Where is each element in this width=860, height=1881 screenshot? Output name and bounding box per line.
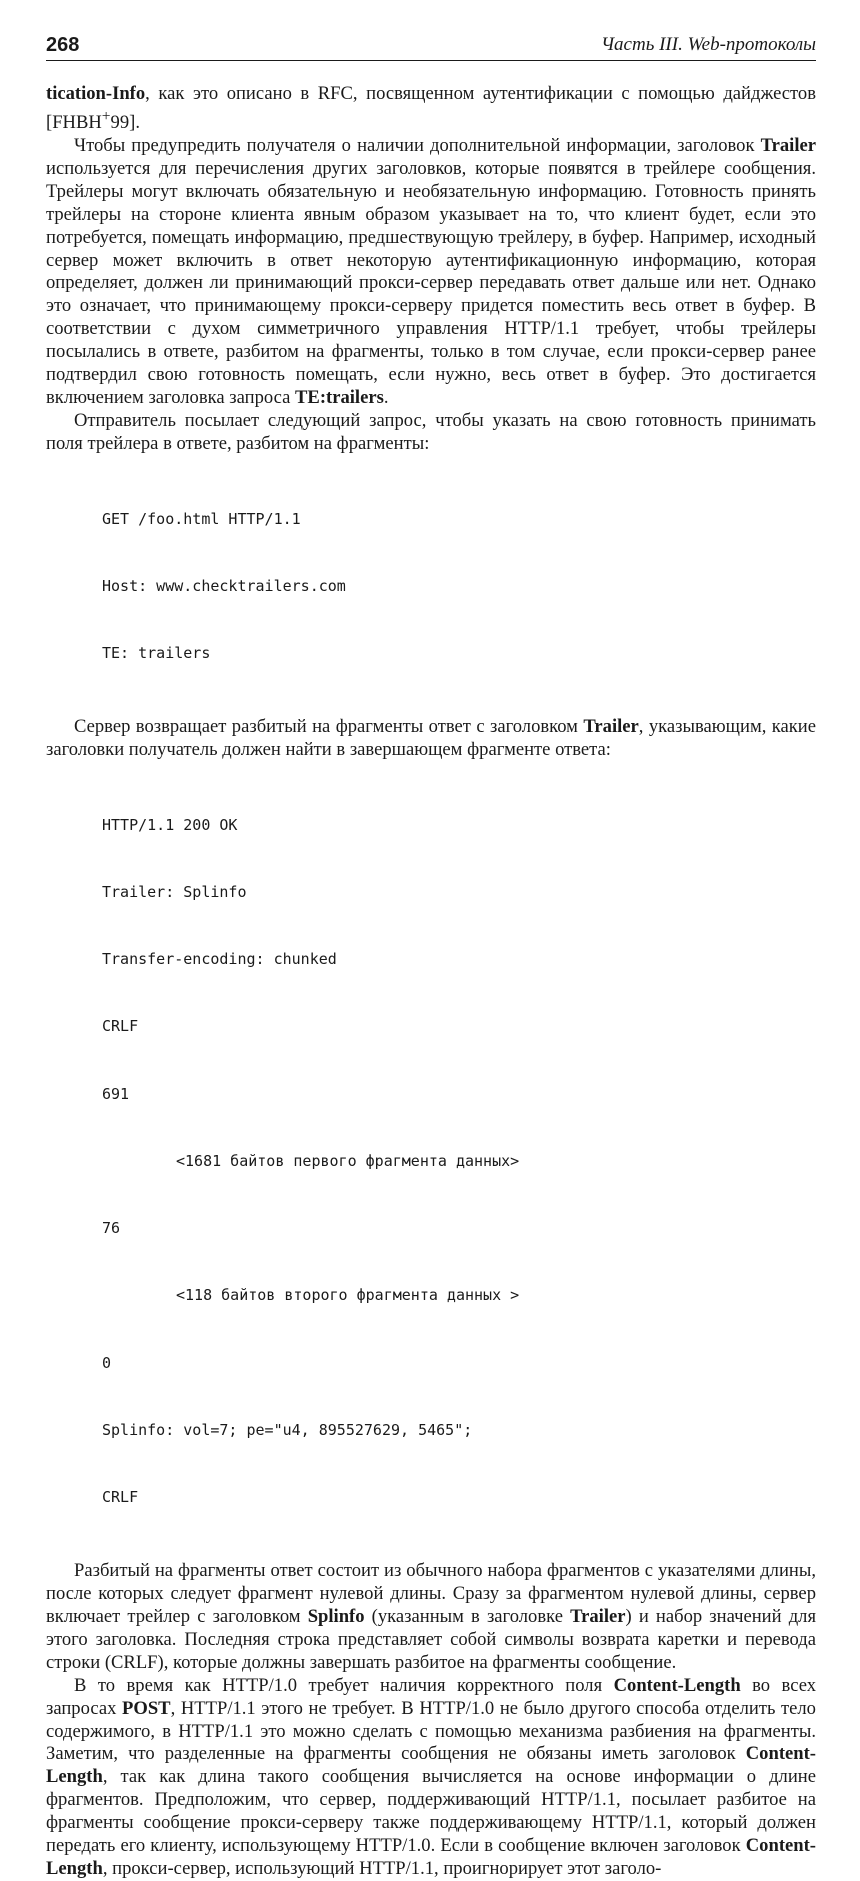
- running-title: Часть III. Web-протоколы: [600, 34, 816, 55]
- paragraph-text: (указанным в заголовке: [364, 1606, 571, 1627]
- paragraph-response-intro: [46, 716, 816, 762]
- page-number: 268: [46, 34, 80, 56]
- book-page: [46, 30, 816, 1881]
- paragraph-text: , указывающим, какие заголовки получатель должен найти в завершающем фрагменте ответа:: [46, 716, 817, 761]
- paragraph-text: ) и набор значений для этого заголовка. Последняя строка представляет собой символы возврата каретки и перевода строки (CRLF), которые должны завершать разбитое на фрагменты сообщение.: [46, 1606, 816, 1673]
- paragraph-text: Разбитый на фрагменты ответ состоит из обычного набора фрагментов с указателями длины, после которых следует фрагмент нулевой длины. Сразу за фрагментом нулевой длины, сервер включает трейлер с заголовком: [46, 1560, 816, 1627]
- paragraph-text: Отправитель посылает следующий запрос, чтобы указать на свою готовность принимать поля трейлера в ответе, разбитом на фрагменты:: [46, 409, 816, 454]
- paragraph-content-length: [46, 1675, 816, 1881]
- paragraph-text: Чтобы предупредить получателя о наличии дополнительной информации, заголовок: [74, 135, 761, 156]
- page-body: [46, 83, 816, 1881]
- code-line: TE: trailers: [102, 643, 211, 662]
- code-line: 0: [102, 1353, 112, 1372]
- paragraph-chunked-explanation: [46, 1560, 816, 1675]
- paragraph-request-intro: [46, 410, 816, 456]
- code-line: 691: [102, 1084, 130, 1103]
- bold-term: TE:trailers: [295, 386, 384, 408]
- paragraph-text: используется для перечисления других заголовков, которые появятся в трейлере сообщения. Трейлеры могут включать обязательную и необязательную информацию. Готовность принять трейлеры на стороне клиента явным образом указывает на то, что клиент будет, если это потребуется, помещать информацию, предшествующую трейлеру, в буфер. Например, исходный сервер может включить в ответ некоторую аутентификационную информацию, которая определяет, должен ли принимающий прокси-сервер передавать ответ дальше или нет. Однако это означает, что принимающему прокси-серверу придется поместить весь ответ в буфер. В соответствии с духом симметричного управления HTTP/1.1 требует, чтобы трейлеры посылались в ответе, разбитом на фрагменты, только в том случае, если прокси-сервер ранее подтвердил свою готовность помещать, если нужно, весь ответ в буфер. Это достигается включением заголовка запроса: [46, 157, 816, 408]
- paragraph-text: , прокси-сервер, использующий HTTP/1.1, проигнорирует этот заголо-: [102, 1857, 662, 1879]
- code-line: CRLF: [102, 1487, 139, 1506]
- paragraph-text: В то время как HTTP/1.0 требует наличия корректного поля: [74, 1674, 614, 1696]
- code-line: Transfer-encoding: chunked: [102, 950, 337, 969]
- paragraph-text: , так как длина такого сообщения вычисляется на основе информации о длине фрагментов. Предположим, что сервер, поддерживающий HTTP/1.1, посылает разбитое на фрагменты сообщение прокси-серверу также поддерживающему HTTP/1.1, который должен передать его клиенту, использующему HTTP/1.0. Если в сообщение включен заголовок: [46, 1766, 816, 1857]
- paragraph-trailer-intro: [46, 135, 816, 410]
- code-line: Trailer: Splinfo: [102, 883, 247, 901]
- bold-term: Trailer: [583, 716, 639, 738]
- paragraph-text: .: [383, 386, 389, 408]
- paragraph-text: во всех запросах: [46, 1674, 816, 1719]
- bold-term: Content-Length: [46, 1835, 816, 1879]
- bold-term: Trailer: [760, 135, 816, 156]
- paragraph-text: Сервер возвращает разбитый на фрагменты ответ с заголовком: [74, 716, 584, 738]
- bold-term: Content-Length: [46, 1743, 816, 1788]
- code-line: CRLF: [102, 1017, 139, 1036]
- code-line: GET /foo.html HTTP/1.1: [102, 509, 301, 528]
- paragraph-text: , HTTP/1.1 этого не требует. В HTTP/1.0 не было другого способа отделить тело содержимого, в HTTP/1.1 это можно сделать с помощью механизма разбиения на фрагменты. Заметим, что разделенные на фрагменты сообщения не обязаны иметь заголовок: [46, 1697, 816, 1765]
- bold-term: Content-Length: [613, 1674, 741, 1696]
- code-block-response: [102, 769, 816, 1553]
- code-line: <118 байтов второго фрагмента данных >: [176, 1286, 520, 1305]
- paragraph-text: 99].: [110, 112, 140, 134]
- page-header: [46, 30, 816, 61]
- superscript: +: [101, 107, 111, 125]
- code-line: 76: [102, 1219, 121, 1238]
- code-line: Splinfo: vol=7; pe="u4, 895527629, 5465";: [102, 1420, 473, 1439]
- bold-term: POST: [122, 1697, 171, 1719]
- paragraph-continuation: [46, 83, 816, 135]
- bold-term: tication-Info: [46, 83, 146, 104]
- bold-term: Trailer: [570, 1606, 626, 1627]
- code-line: <1681 байтов первого фрагмента данных>: [176, 1151, 520, 1170]
- code-line: HTTP/1.1 200 OK: [102, 815, 238, 834]
- code-line: Host: www.checktrailers.com: [102, 576, 346, 595]
- code-block-request: [102, 463, 816, 709]
- bold-term: Splinfo: [307, 1606, 365, 1627]
- paragraph-text: , как это описано в RFC, посвященном аутентификации с помощью дайджестов [FHBH: [46, 83, 816, 134]
